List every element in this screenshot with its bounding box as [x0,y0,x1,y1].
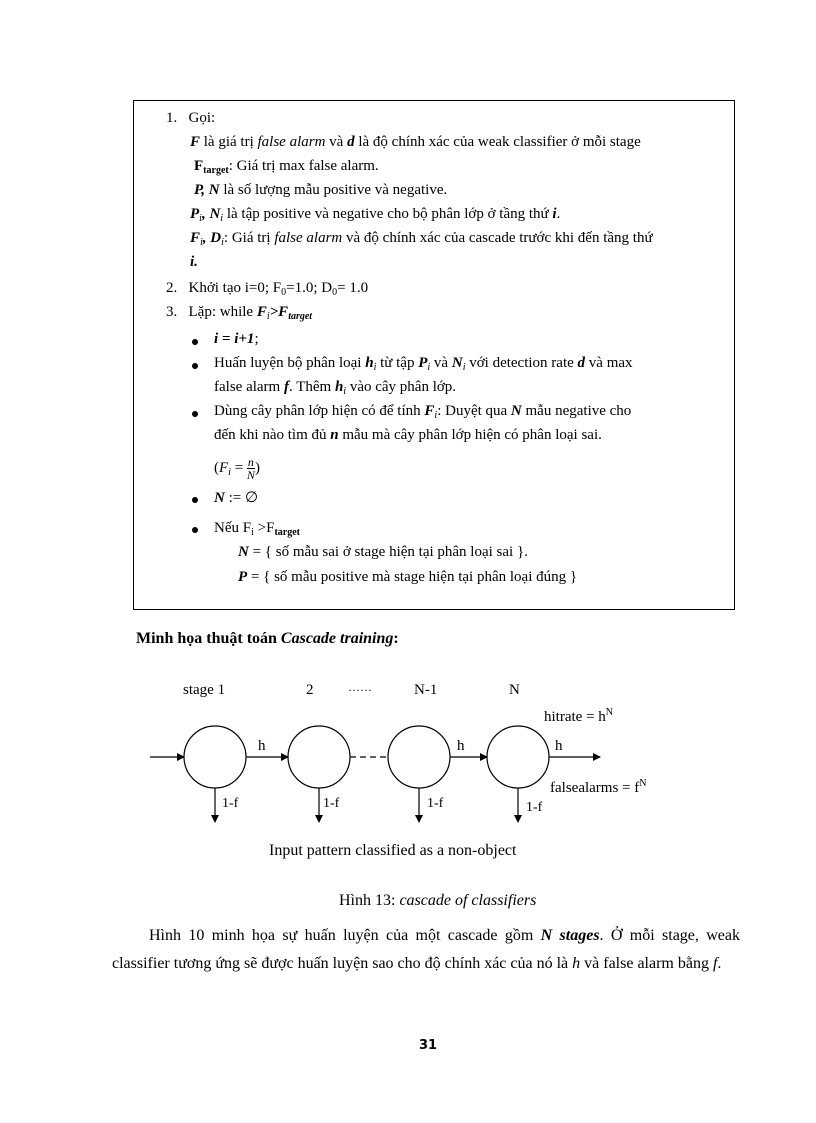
falsealarms-label: falsealarms = $f^N$ [550,778,647,796]
bullet-line-2b: false alarm f. Thêm $h_i$ vào cây phân lớp. [214,379,457,397]
stage-dots: …… [348,680,372,694]
bullet-line-3b: đến khi nào tìm đủ n mẫu mà cây phân lớp hiện có phân loại sai. [214,427,602,443]
reject-label-1: 1-f [222,796,239,811]
pass-label-2: h [457,738,465,754]
bullet-line-5: Nếu $F_i >F_{target}$ [214,520,300,538]
stage-n-circle [487,726,549,788]
bullet-line-2: Huấn luyện bộ phân loại $h_i$ từ tập $P_i$ và $N_i$ với detection rate d và max [214,355,633,373]
stage-1-circle [184,726,246,788]
definition-line-3: P, N là số lượng mẫu positive và negative. [194,182,448,198]
reject-caption: Input pattern classified as a non-object [269,842,517,859]
definition-line-5: $F_i$, $D_i$: Giá trị false alarm và độ chính xác của cascade trước khi đến tầng thứ [190,230,653,248]
definition-line-4: $P_i$, $N_i$ là tập positive và negative cho bộ phân lớp ở tầng thứ i. [190,206,561,224]
stage-label-n-1: N-1 [414,682,438,698]
body-paragraph: Hình 10 minh họa sự huấn luyện của một cascade gồm N stages. Ở mỗi stage, weak classifier tương ứng sẽ được huấn luyện sao cho độ chính xác của nó là h và false alarm bằng f. [112,927,741,972]
stage-label-1: stage 1 [183,682,226,698]
stage-label-n: N [509,682,520,698]
definition-line-1: F là giá trị false alarm và d là độ chính xác của weak classifier ở mỗi stage [190,134,641,150]
reject-label-2: 1-f [323,796,340,811]
definition-line-6: i. [190,254,198,270]
stage-2-circle [288,726,350,788]
figure-caption: Hình 13: cascade of classifiers [339,892,537,909]
definition-line-2: $F_{target}$: Giá trị max false alarm. [194,158,379,176]
bullet-line-5c: P = { số mẫu positive mà stage hiện tại phân loại đúng } [238,569,578,585]
bullet-line-5b: N = { số mẫu sai ở stage hiện tại phân loại sai }. [238,544,528,560]
bullet-line-4: N := ∅ [214,490,259,506]
stage-n-1-circle [388,726,450,788]
page-number: 31 [419,1038,438,1053]
reject-label-4: 1-f [526,800,543,815]
section-heading: Minh họa thuật toán Cascade training: [136,630,399,647]
pass-label-3: h [555,738,563,754]
hitrate-label: hitrate = $h^N$ [544,707,614,725]
bullet-line-3: Dùng cây phân lớp hiện có để tính $F_i$: Duyệt qua N mẫu negative cho [214,403,632,421]
reject-label-3: 1-f [427,796,444,811]
stage-label-2: 2 [306,682,314,698]
bullet-line-1: i = i+1; [214,331,259,347]
pass-label-1: h [258,738,266,754]
list-item-3: 3. Lặp: while $F_i>F_{target}$ [166,304,313,322]
list-item-2: 2. Khởi tạo i=0; $F_0=1.0$; $D_0= 1.0$ [166,280,369,298]
list-item-1: 1. Gọi: [166,110,216,126]
formula: ($F_i$ = $\frac{n}{N}$ ) [214,455,260,483]
